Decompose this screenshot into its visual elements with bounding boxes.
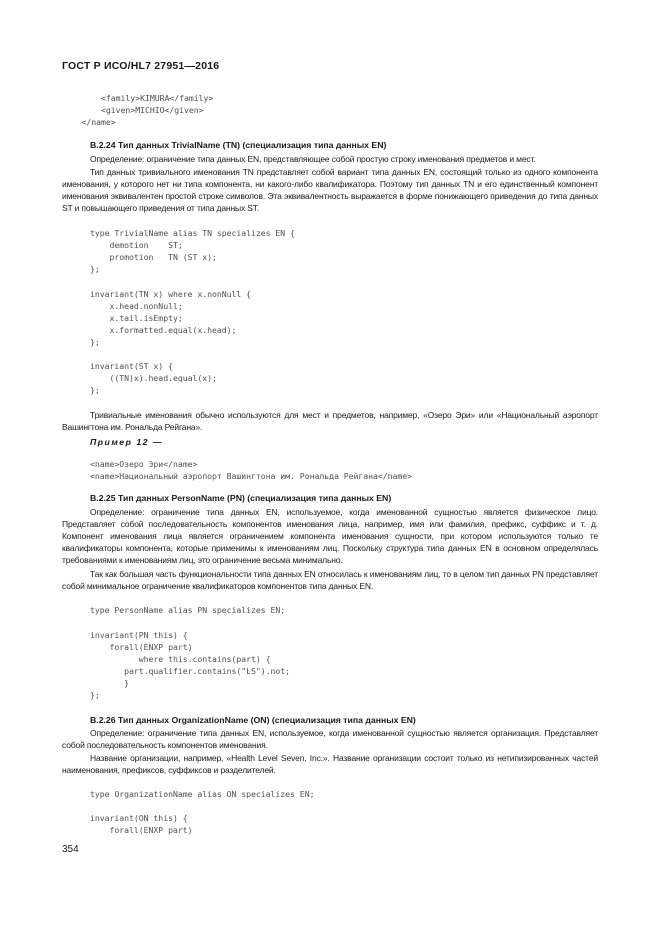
code-block-on-type: type OrganizationName alias ON specializes EN; xyxy=(90,789,315,799)
example-label: Пример 12 — xyxy=(90,437,164,447)
document-header: ГОСТ Р ИСО/HL7 27951—2016 xyxy=(62,60,220,72)
page-number: 354 xyxy=(62,844,79,855)
paragraph-tn-usage: Тривиальные именования обычно используются для мест и предметов, например, «Озеро Эри» или «Национальный аэропорт Вашингтона им. Рональда Рейгана». xyxy=(62,410,598,433)
paragraph-pn-definition: Определение: ограничение типа данных EN, используемое, когда именованной сущностью является физическое лицо. Представляет собой последовательность компонентов именования лица, например, имя или фамилия, префикс, суффикс и т. д. Компонент именования лица является ограничением компонента именования сущности, при котором используются только те квалификаторы компонента, которые применимы к именованиям лиц. Поскольку структура типа данных EN в основном определялась требованиями к именованиям лиц, это ограничение весьма минимально. xyxy=(62,507,598,566)
paragraph-on-definition: Определение: ограничение типа данных EN, используемое, когда именованной сущностью является организация. Представляет собой последовательность компонентов именования. xyxy=(62,728,598,751)
paragraph-on-example: Название организации, например, «Health Level Seven, Inc.». Название организации состоит только из нетипизированных частей наименования, префиксов, суффиксов и разделителей. xyxy=(62,753,598,776)
section-heading-b225: B.2.25 Тип данных PersonName (PN) (специализация типа данных EN) xyxy=(90,493,392,503)
paragraph-pn-functionality: Так как большая часть функциональности типа данных EN относилась к именованиям лиц, то в целом тип данных PN представляет собой минимальное ограничение квалификаторов компонентов типа данных EN. xyxy=(62,569,598,592)
section-heading-b226: B.2.26 Тип данных OrganizationName (ON) (специализация типа данных EN) xyxy=(90,715,416,725)
code-block-pn-type: type PersonName alias PN specializes EN; xyxy=(90,605,286,615)
paragraph-tn-description: Тип данных тривиального именования TN представляет собой вариант типа данных EN, состоящий только из одного компонента именования, у которого нет ни типа компонента, ни какого-либо квалификатора. Поэтому тип данных TN и его единственный компонент именования эквивалентен простой строке символов. Эта эквивалентность выражается в форме понижающего приведения до типа данных ST и повышающего приведения от типа данных ST. xyxy=(62,167,598,214)
code-block-family-given: <family>KIMURA</family> <given>MICHIO</given> </name> xyxy=(81,93,214,127)
code-block-st-invariant: invariant(ST x) { ((TN)x).head.equal(x); }; xyxy=(90,361,217,395)
code-block-tn-type: type TrivialName alias TN specializes EN { demotion ST; promotion TN (ST x); }; xyxy=(90,228,295,274)
code-block-tn-invariant: invariant(TN x) where x.nonNull { x.head.nonNull; x.tail.isEmpty; x.formatted.equal(x.head); }; xyxy=(90,289,252,347)
code-block-name-examples: <name>Озеро Эри</name> <name>Национальный аэропорт Вашингтона им. Рональда Рейгана</name> xyxy=(90,459,413,481)
paragraph-tn-definition: Определение: ограничение типа данных EN, представляющее собой простую строку именования предметов и мест. xyxy=(90,154,536,164)
code-block-on-invariant: invariant(ON this) { forall(ENXP part) xyxy=(90,813,193,835)
section-heading-b224: B.2.24 Тип данных TrivialName (TN) (специализация типа данных EN) xyxy=(90,140,387,150)
code-block-pn-invariant: invariant(PN this) { forall(ENXP part) where this.contains(part) { part.qualifier.contains("LS").not; } }; xyxy=(90,630,291,700)
